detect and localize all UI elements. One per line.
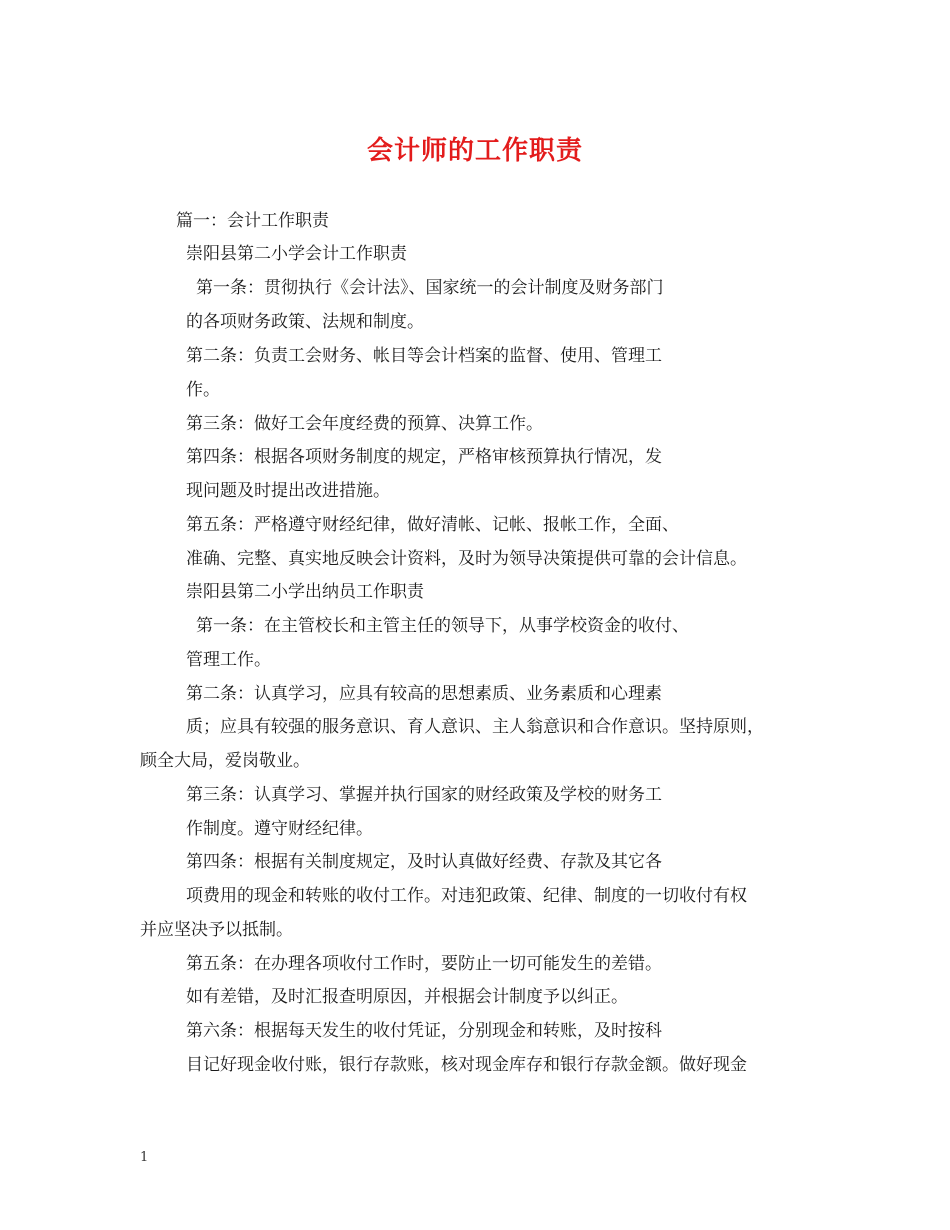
- text-line: 第一条：贯彻执行《会计法》、国家统一的会计制度及财务部门: [196, 278, 664, 298]
- text-line: 崇阳县第二小学会计工作职责: [186, 244, 407, 264]
- text-line: 第五条：在办理各项收付工作时，要防止一切可能发生的差错。: [186, 954, 662, 974]
- text-line: 篇一：会计工作职责: [176, 211, 329, 231]
- text-line: 第二条：认真学习，应具有较高的思想素质、业务素质和心理素: [186, 684, 662, 704]
- text-line: 管理工作。: [186, 650, 271, 670]
- text-line: 第二条：负责工会财务、帐目等会计档案的监督、使用、管理工: [186, 346, 662, 366]
- text-line: 第六条：根据每天发生的收付凭证，分别现金和转账，及时按科: [186, 1021, 662, 1041]
- page-title: 会计师的工作职责: [366, 136, 583, 166]
- text-line: 的各项财务政策、法规和制度。: [186, 312, 424, 332]
- text-line: 第四条：根据有关制度规定，及时认真做好经费、存款及其它各: [186, 852, 662, 872]
- text-line: 第三条：做好工会年度经费的预算、决算工作。: [186, 414, 543, 434]
- text-line: 目记好现金收付账，银行存款账，核对现金库存和银行存款金额。做好现金: [186, 1055, 747, 1075]
- text-line: 质；应具有较强的服务意识、育人意识、主人翁意识和合作意识。坚持原则，: [186, 717, 764, 737]
- text-line: 第五条：严格遵守财经纪律，做好清帐、记帐、报帐工作，全面、: [186, 515, 679, 535]
- text-line: 如有差错，及时汇报查明原因，并根据会计制度予以纠正。: [186, 987, 628, 1007]
- text-line: 作制度。遵守财经纪律。: [186, 819, 373, 839]
- text-line: 并应坚决予以抵制。: [140, 920, 293, 940]
- text-line: 第一条：在主管校长和主管主任的领导下，从事学校资金的收付、: [196, 616, 689, 636]
- text-line: 项费用的现金和转账的收付工作。对违犯政策、纪律、制度的一切收付有权: [186, 886, 747, 906]
- text-line: 准确、完整、真实地反映会计资料，及时为领导决策提供可靠的会计信息。: [186, 549, 747, 569]
- page-number: 1: [140, 1150, 149, 1165]
- text-line: 作。: [186, 380, 220, 400]
- text-line: 顾全大局，爱岗敬业。: [140, 751, 310, 771]
- text-line: 第三条：认真学习、掌握并执行国家的财经政策及学校的财务工: [186, 785, 662, 805]
- text-line: 现问题及时提出改进措施。: [186, 481, 390, 501]
- text-line: 第四条：根据各项财务制度的规定，严格审核预算执行情况，发: [186, 447, 662, 467]
- text-line: 崇阳县第二小学出纳员工作职责: [186, 582, 424, 602]
